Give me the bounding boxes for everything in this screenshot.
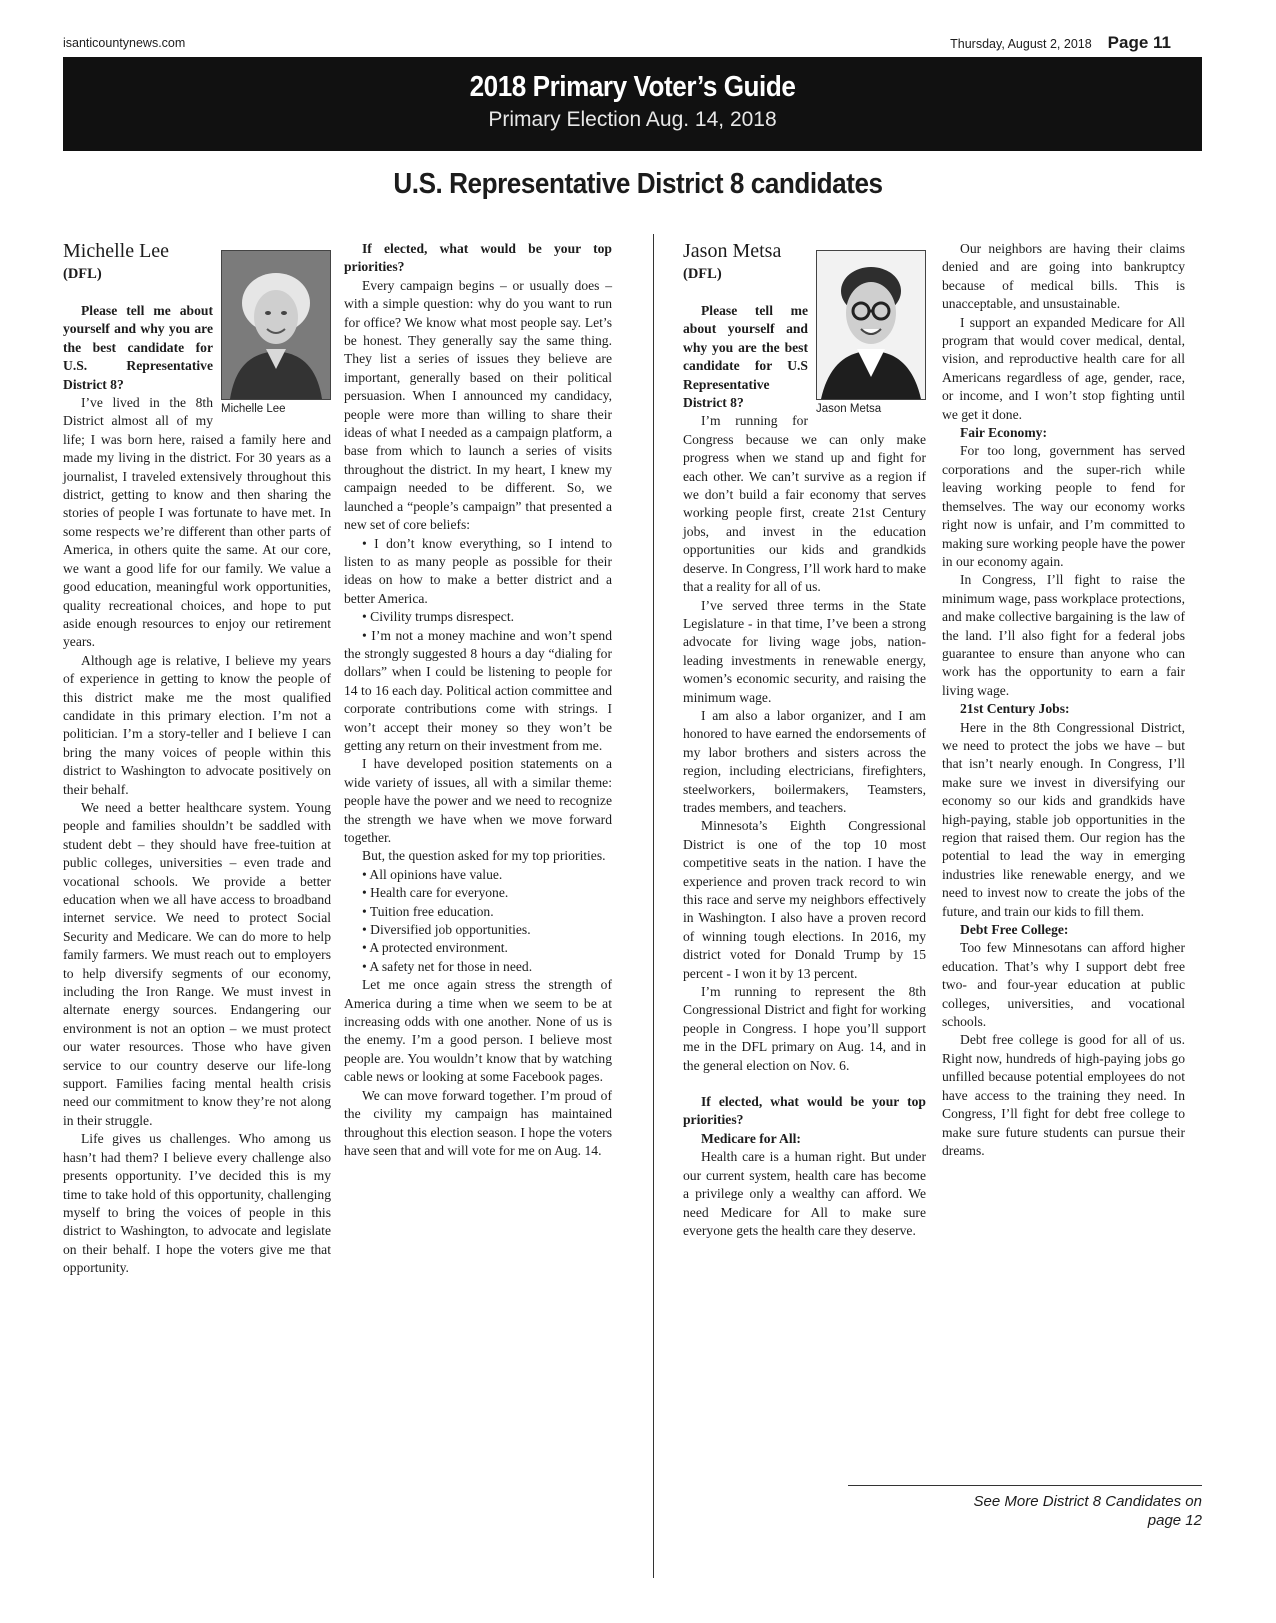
lee-belief-bullet: • I don’t know everything, so I intend to listen to as many people as possible for their ideas on how to make a better district and a better America. (344, 535, 612, 606)
metsa-answer-paragraph: Minnesota’s Eighth Congressional District is one of the top 10 most competitive seats in the nation. I have the experience and proven track record to win this race and serve my neighbors effectively in Washington. I also have a proven record of winning tough elections. In 2016, my district voted for Donald Trump by 15 percent - I won it by 13 percent. (683, 818, 926, 981)
metsa-photo-block (816, 250, 926, 416)
site-url: isanticountynews.com (63, 36, 186, 50)
metsa-subhead-college: Debt Free College: (960, 922, 1069, 938)
lee-column-1 (63, 240, 331, 1278)
lee-answer-paragraph: I’ve lived in the 8th District almost all of my life; I was born here, raised a family here and made my living in the district. For 30 years as a journalist, I traveled extensively throughout this district, getting to know and then sharing the stories of people I was fortunate to have met. In some respects we’re different than other parts of America, in others quite the same. At our core, we want a good life for our family. We value a good education, meaningful work opportunities, quality recreational choices, and hope to put aside enough resources to enjoy our retirement years. (63, 395, 331, 650)
metsa-answer-paragraph: I’m running for Congress because we can only make progress when we stand up and fight for each other. We can’t survive as a region if we don’t build a fair economy that serves working people first, create 21st Century jobs, and invest in the education opportunities our kids and grandkids deserve. In Congress, I’ll work hard to make that a reality for all of us. (683, 413, 926, 595)
issue-date: Thursday, August 2, 2018 (950, 37, 1092, 51)
lee-question-2: If elected, what would be your top priorities? (344, 241, 612, 275)
metsa-answer-paragraph: For too long, government has served corporations and the super-rich while leaving working people to fend for themselves. The way our economy works right now is unfair, and I’m committed to making sure working people have the power in our economy again. (942, 443, 1185, 569)
metsa-column-1 (683, 240, 926, 1240)
column-divider (653, 234, 654, 1578)
metsa-answer-paragraph: I am also a labor organizer, and I am honored to have earned the endorsements of my labor brothers and sisters across the region, including electricians, firefighters, steelworkers, boilermakers, Teamsters, trades members, and teachers. (683, 707, 926, 815)
metsa-answer-paragraph: Health care is a human right. But under our current system, health care has become a privilege only a wealthy can afford. We need Medicare for All to make sure everyone gets the health care they deserve. (683, 1149, 926, 1238)
metsa-answer-paragraph: Too few Minnesotans can afford higher education. That’s why I support debt free two- and four-year education at public colleges, universities, and vocational schools. (942, 940, 1185, 1030)
metsa-question-2: If elected, what would be your top priorities? (683, 1094, 926, 1128)
metsa-subhead-fair-economy: Fair Economy: (960, 425, 1047, 441)
page-header-right (950, 33, 1171, 53)
lee-column-2 (344, 240, 612, 1160)
lee-priority-item: • Tuition free education. (362, 903, 494, 919)
lee-priority-item: • All opinions have value. (362, 866, 503, 882)
lee-priority-item: • A safety net for those in need. (362, 958, 533, 974)
metsa-answer-paragraph: In Congress, I’ll fight to raise the minimum wage, pass workplace protections, and make collective bargaining is the law of the land. I’ll also fight for a federal jobs guarantee to ensure than anyone who can work has the opportunity to earn a fair living wage. (942, 572, 1185, 698)
metsa-answer-paragraph: Here in the 8th Congressional District, we need to protect the jobs we have – but that isn’t nearly enough. In Congress, I’ll make sure we invest in diversifying our economy so our kids and grandkids have high-paying, stable job opportunities in the region that raised them. Our region has the potential to lead the way in emerging industries like renewable energy, and we need to invest now to create the jobs of the future, and train our kids to fill them. (942, 719, 1185, 919)
metsa-answer-paragraph: I’m running to represent the 8th Congressional District and fight for working people in Congress. I hope you’ll support me in the DFL primary on Aug. 14, and in the general election on Nov. 6. (683, 984, 926, 1073)
lee-portrait (221, 250, 331, 400)
banner-title: 2018 Primary Voter’s Guide (469, 71, 796, 103)
footer-rule (848, 1485, 1202, 1486)
metsa-answer-paragraph: I’ve served three terms in the State Legislature - in that time, I’ve been a strong advocate for living wage jobs, nation-leading investments in renewable energy, women’s economic security, and raising the minimum wage. (683, 597, 926, 705)
lee-name: Michelle Lee (63, 240, 170, 262)
lee-priority-item: • Diversified job opportunities. (362, 922, 531, 938)
lee-party: (DFL) (63, 266, 102, 282)
lee-photo-caption: Michelle Lee (221, 403, 286, 415)
page-number: Page 11 (1107, 33, 1171, 52)
lee-answer-paragraph: We can move forward together. I’m proud of the civility my campaign has maintained throughout this election season. I hope the voters have seen that and will vote for me on Aug. 14. (344, 1087, 612, 1158)
metsa-answer-paragraph: Debt free college is good for all of us. Right now, hundreds of high-paying jobs go unfilled because potential employees do not have access to the training they need. In Congress, I’ll fight for debt free college to make sure future students can pursue their dreams. (942, 1032, 1185, 1158)
metsa-party: (DFL) (683, 266, 722, 282)
metsa-question-1: Please tell me about yourself and why you are the best candidate for U.S Representative District 8? (683, 303, 808, 411)
lee-question-1: Please tell me about yourself and why you are the best candidate for U.S. Representative District 8? (63, 303, 213, 392)
lee-answer-paragraph: Let me once again stress the strength of America during a time when we seem to be at increasing odds with one another. None of us is the enemy. I’m a good person. I believe most people are. You wouldn’t know that by watching cable news or looking at some Facebook pages. (344, 977, 612, 1085)
lee-photo-block (221, 250, 331, 416)
metsa-portrait (816, 250, 926, 400)
lee-answer-paragraph: I have developed position statements on a wide variety of issues, all with a similar theme: people have the power and we need to recognize the strength we have when we move forward together. (344, 756, 612, 845)
lee-answer-paragraph: Although age is relative, I believe my years of experience in getting to know the people of this district make me the most qualified candidate in this primary election. I’m not a politician. I’m a story-teller and I believe I can bring the many voices of people within this district to Washington to advocate positively on their behalf. (63, 652, 331, 797)
lee-answer-paragraph: We need a better healthcare system. Young people and families shouldn’t be saddled with student debt – they should have free-tuition at public colleges, universities – even trade and vocational schools. We provide a better education when we all have access to broadband internet service. We need to protect Social Security and Medicare. We can do more to help family farmers. We must reach out to employers to help diversify segments of our economy, including the Iron Range. We must invest in alternate energy sources. Endangering our environment is not an option – we must protect our water resources. Those who have given service to our country deserve our life-long support. Families facing mental health crisis need our commitment to know they’re not along in their struggle. (63, 799, 331, 1128)
lee-belief-bullet: • Civility trumps disrespect. (362, 609, 515, 625)
voters-guide-banner (63, 57, 1202, 151)
lee-answer-paragraph: But, the question asked for my top priorities. (362, 848, 606, 864)
lee-belief-bullet: • I’m not a money machine and won’t spend the strongly suggested 8 hours a day “dialing for dollars” when I could be listening to people for 14 to 16 each day. Political action committee and corporate contributions come with strings. I won’t accept their money so they won’t be getting any return on their investment from me. (344, 627, 612, 753)
banner-subtitle: Primary Election Aug. 14, 2018 (488, 108, 777, 131)
section-headline: U.S. Representative District 8 candidates (393, 168, 883, 200)
metsa-column-2 (942, 240, 1185, 1160)
lee-answer-paragraph: Life gives us challenges. Who among us hasn’t had them? I believe every challenge also presents opportunity. I’ve decided this is my time to take hold of this opportunity, challenging myself to bring the voices of people in this district to Washington, to advocate and legislate on their behalf. I hope the voters give me that opportunity. (63, 1131, 331, 1276)
metsa-photo-caption: Jason Metsa (816, 403, 882, 415)
lee-answer-paragraph: Every campaign begins – or usually does – with a simple question: why do you want to run for office? We know what most people say. Let’s be honest. They generally say the same thing. They list a series of issues they believe are important, generally based on their political persuasion. When I announced my candidacy, people were more than willing to share their ideas of what I needed as a campaign platform, a base from which to launch a series of visits throughout the district. In my heart, I knew my campaign needed to be different. So, we launched a “people’s campaign” that presented a new set of core beliefs: (344, 277, 612, 533)
metsa-answer-paragraph: Our neighbors are having their claims denied and are going into bankruptcy because of medical bills. This is unacceptable, and unsustainable. (942, 241, 1185, 312)
metsa-subhead-jobs: 21st Century Jobs: (960, 701, 1070, 717)
continued-note: See More District 8 Candidates on page 12 (973, 1493, 1202, 1529)
lee-priority-item: • Health care for everyone. (362, 885, 509, 901)
lee-priority-item: • A protected environment. (362, 940, 508, 956)
metsa-subhead-medicare: Medicare for All: (701, 1130, 801, 1146)
metsa-name: Jason Metsa (683, 240, 782, 262)
metsa-answer-paragraph: I support an expanded Medicare for All program that would cover medical, dental, vision, and reproductive health care for all Americans regardless of age, gender, race, or income, and I won’t stop fighting until we get it done. (942, 314, 1185, 422)
